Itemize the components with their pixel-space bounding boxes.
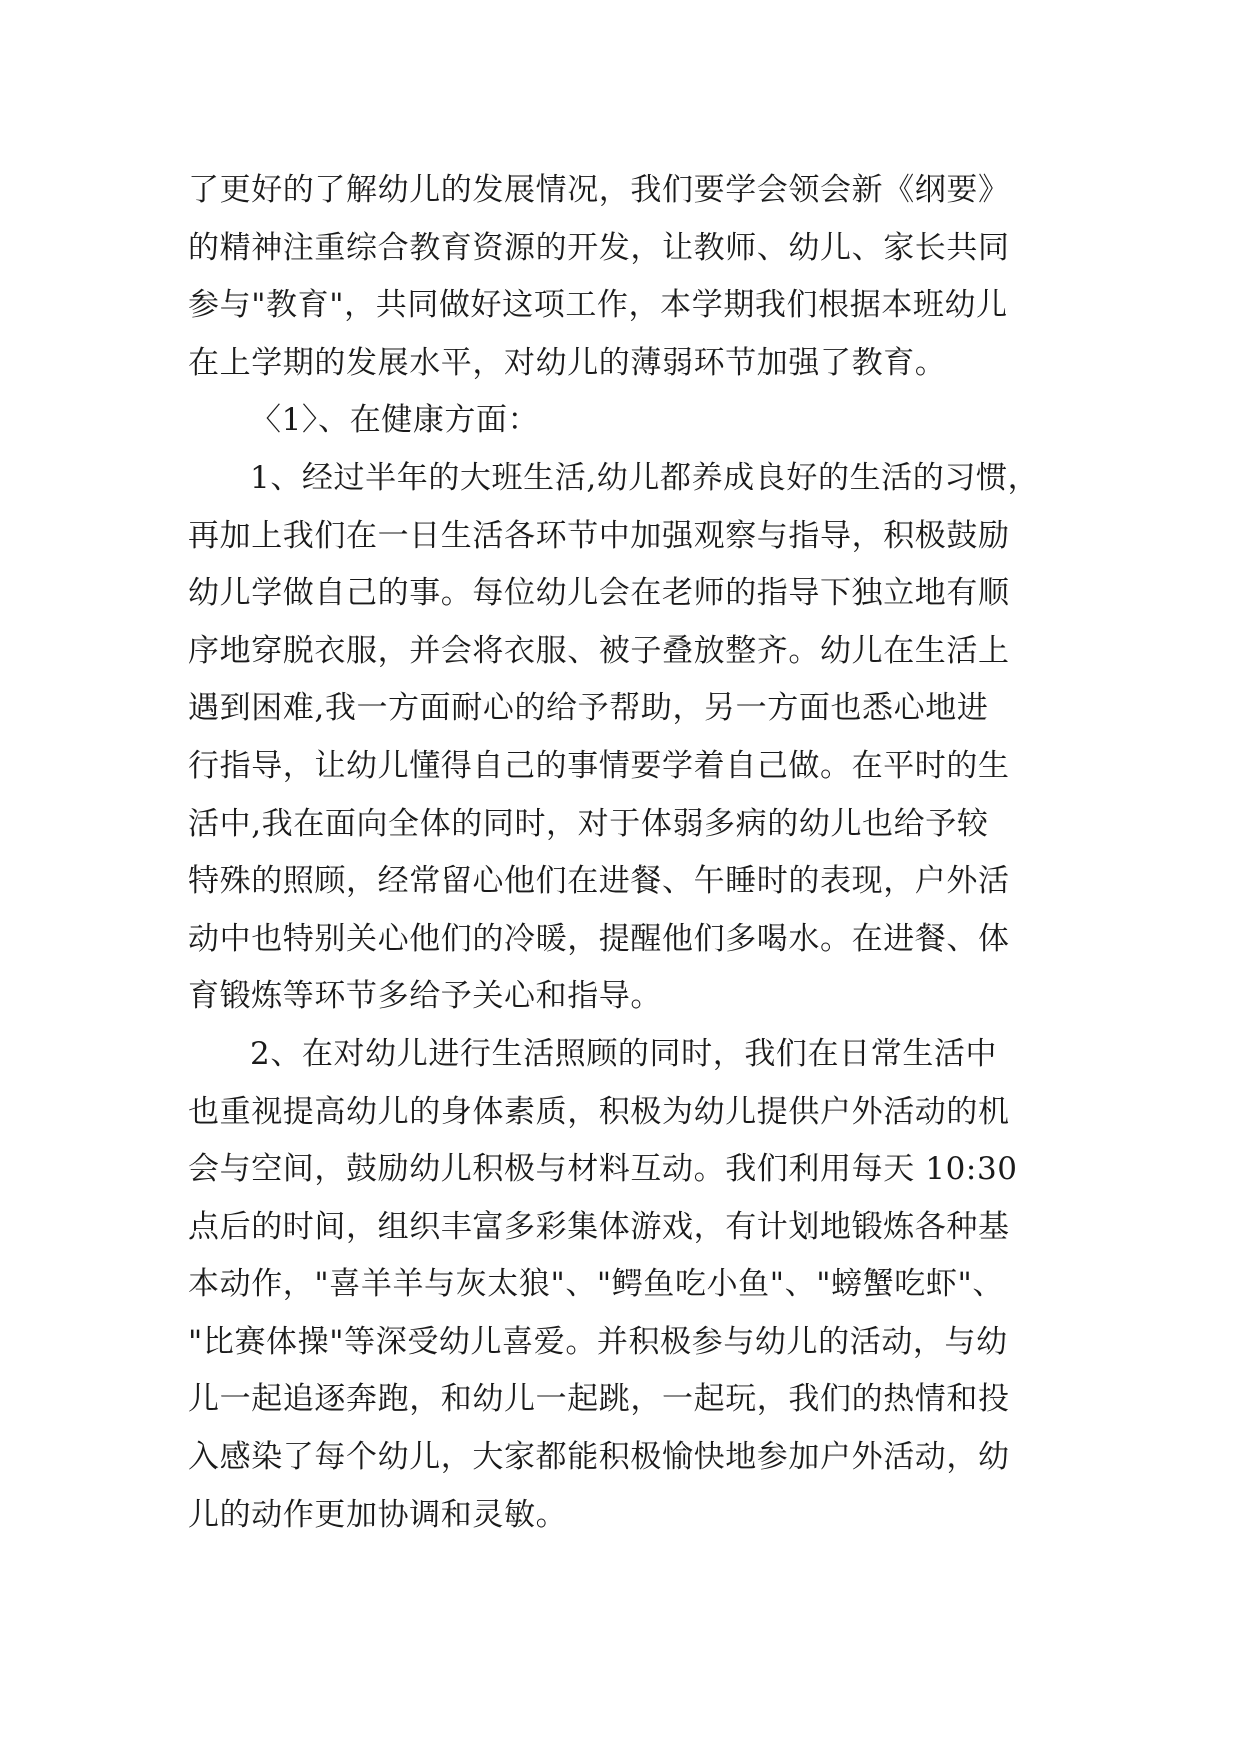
text-line: 儿的动作更加协调和灵敏。 [188,1496,568,1533]
text-line: 儿一起追逐奔跑，和幼儿一起跳，一起玩，我们的热情和投 [188,1381,1010,1418]
text-line: "比赛体操"等深受幼儿喜爱。并积极参与幼儿的活动，与幼 [188,1323,1008,1360]
text-line: 本动作，"喜羊羊与灰太狼"、"鳄鱼吃小鱼"、"螃蟹吃虾"、 [188,1266,1004,1303]
text-line: 点后的时间，组织丰富多彩集体游戏，有计划地锻炼各种基 [188,1208,1010,1245]
text-line: 参与"教育"，共同做好这项工作，本学期我们根据本班幼儿 [188,287,1008,324]
text-line: 会与空间，鼓励幼儿积极与材料互动。我们利用每天 10:30 [188,1151,1018,1188]
document-body [188,162,1054,1544]
text-line: 了更好的了解幼儿的发展情况，我们要学会领会新《纲要》 [188,172,1010,208]
text-line: 在上学期的发展水平，对幼儿的薄弱环节加强了教育。 [188,344,947,381]
text-line: 动中也特别关心他们的冷暖，提醒他们多喝水。在进餐、体 [188,920,1010,957]
text-line: 遇到困难,我一方面耐心的给予帮助，另一方面也悉心地进 [188,690,989,727]
text-line: 入感染了每个幼儿，大家都能积极愉快地参加户外活动，幼 [188,1439,1010,1476]
text-line: 活中,我在面向全体的同时，对于体弱多病的幼儿也给予较 [188,805,989,842]
text-line: 序地穿脱衣服，并会将衣服、被子叠放整齐。幼儿在生活上 [188,632,1010,669]
text-line: 再加上我们在一日生活各环节中加强观察与指导，积极鼓励 [188,517,1010,554]
paragraph-first-line: 2、在对幼儿进行生活照顾的同时，我们在日常生活中 [250,1035,998,1072]
text-line: 育锻炼等环节多给予关心和指导。 [188,978,662,1015]
paragraph-first-line: 1、经过半年的大班生活,幼儿都养成良好的生活的习惯， [250,459,1040,496]
text-line: 的精神注重综合教育资源的开发，让教师、幼儿、家长共同 [188,229,1010,266]
text-line: 行指导，让幼儿懂得自己的事情要学着自己做。在平时的生 [188,747,1010,784]
text-line: 特殊的照顾，经常留心他们在进餐、午睡时的表现，户外活 [188,863,1010,900]
text-line: 幼儿学做自己的事。每位幼儿会在老师的指导下独立地有顺 [188,575,1010,612]
section-heading: 〈1〉、在健康方面： [250,402,540,439]
text-line: 也重视提高幼儿的身体素质，积极为幼儿提供户外活动的机 [188,1093,1010,1130]
